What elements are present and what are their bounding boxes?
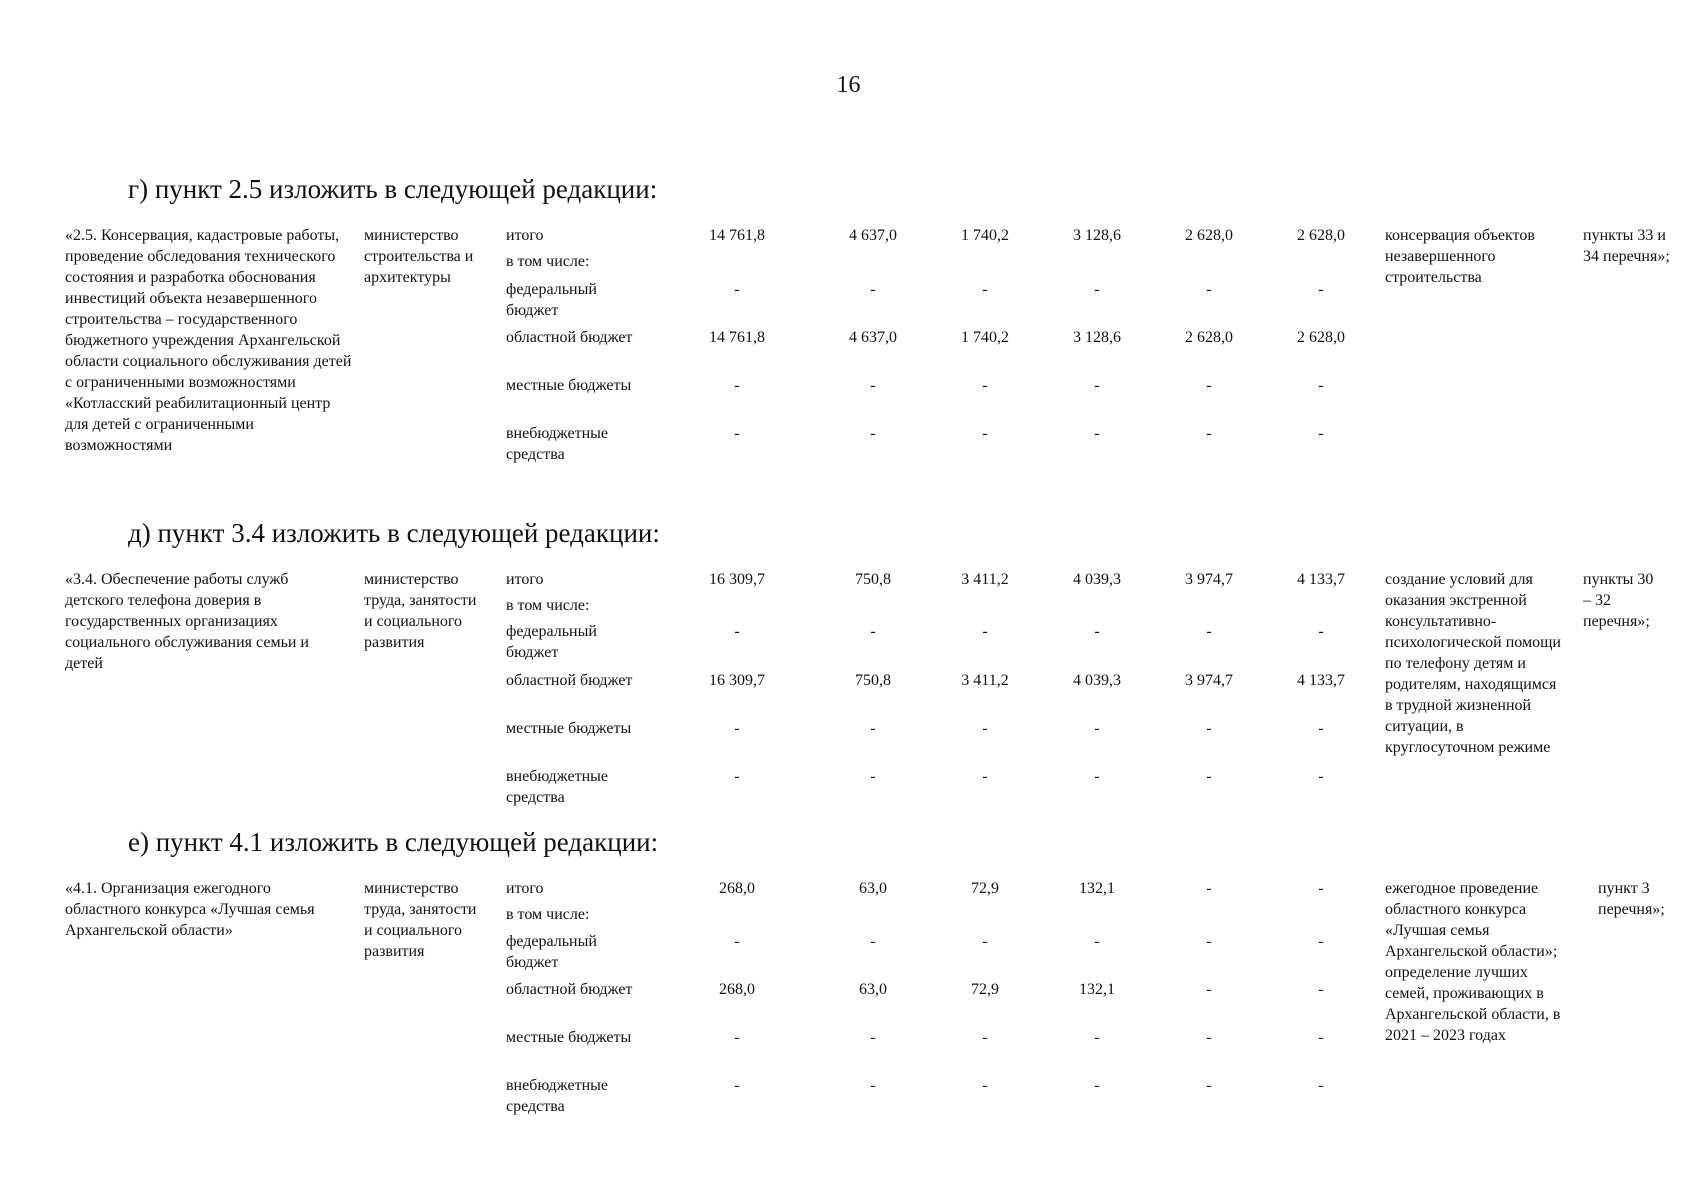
funding-2020: - — [870, 377, 876, 394]
funding-2024: 2 628,0 — [1297, 329, 1345, 346]
funding-2023: - — [1206, 377, 1212, 394]
funding-2023: - — [1206, 281, 1212, 298]
funding-2022: 4 039,3 — [1073, 672, 1121, 689]
funding-2020: - — [870, 1077, 876, 1094]
funding-label: областной бюджет — [506, 329, 633, 346]
funding-2023: 2 628,0 — [1185, 227, 1233, 244]
funding-2024: 4 133,7 — [1297, 672, 1345, 689]
funding-2022: - — [1094, 933, 1100, 950]
funding-total: - — [734, 1029, 740, 1046]
funding-2024: - — [1318, 1077, 1324, 1094]
funding-2021: 3 411,2 — [961, 672, 1009, 689]
funding-2021: - — [982, 720, 988, 737]
funding-2022: - — [1094, 425, 1100, 442]
funding-2021: 72,9 — [971, 880, 999, 897]
funding-label: областной бюджет — [506, 981, 633, 998]
page-number: 16 — [836, 72, 861, 98]
funding-label: итого — [506, 571, 544, 588]
funding-2023: - — [1206, 933, 1212, 950]
funding-2024: - — [1318, 768, 1324, 785]
list-reference: пункт 3 перечня»; — [1598, 880, 1665, 918]
funding-label: в том числе: — [506, 597, 590, 614]
funding-label: в том числе: — [506, 906, 590, 923]
funding-2024: - — [1318, 933, 1324, 950]
section-heading: е) пункт 4.1 изложить в следующей редакции: — [128, 827, 659, 857]
funding-2022: - — [1094, 623, 1100, 640]
funding-total: - — [734, 623, 740, 640]
funding-2023: - — [1206, 720, 1212, 737]
funding-2020: 63,0 — [859, 981, 887, 998]
funding-2023: - — [1206, 880, 1212, 897]
funding-2023: - — [1206, 425, 1212, 442]
funding-2020: - — [870, 933, 876, 950]
funding-total: - — [734, 720, 740, 737]
funding-2020: 4 637,0 — [849, 227, 897, 244]
measure-description: «2.5. Консервация, кадастровые работы, проведение обследования технического состояния и разработка обоснования инвестиций объекта незавершенного строительства – государственного бюджетного учреждения Архангельской области социального обслуживания детей с ограниченными возможностями «Котласский реабилитационный центр для детей с ограниченными возможностями — [65, 227, 352, 454]
funding-label: итого — [506, 880, 544, 897]
expected-result: консервация объектов незавершенного строительства — [1385, 227, 1535, 286]
funding-2021: - — [982, 768, 988, 785]
funding-2022: - — [1094, 377, 1100, 394]
funding-2024: - — [1318, 981, 1324, 998]
funding-2020: - — [870, 720, 876, 737]
funding-2022: - — [1094, 768, 1100, 785]
section-heading: г) пункт 2.5 изложить в следующей редакции: — [128, 174, 658, 204]
funding-2022: - — [1094, 720, 1100, 737]
funding-2020: 750,8 — [855, 672, 891, 689]
funding-2021: 3 411,2 — [961, 571, 1009, 588]
responsible-executor: министерство труда, занятости и социального развития — [364, 571, 477, 651]
funding-label: областной бюджет — [506, 672, 633, 689]
funding-2022: 132,1 — [1079, 981, 1115, 998]
funding-2020: 750,8 — [855, 571, 891, 588]
funding-2023: - — [1206, 768, 1212, 785]
funding-2024: - — [1318, 281, 1324, 298]
funding-2020: 63,0 — [859, 880, 887, 897]
funding-label: в том числе: — [506, 253, 590, 270]
funding-label: местные бюджеты — [506, 377, 632, 394]
expected-result: создание условий для оказания экстренной консультативно-психологической помощи по телефону детям и родителям, находящимся в трудной жизненной ситуации, в круглосуточном режиме — [1385, 571, 1561, 756]
funding-2021: - — [982, 933, 988, 950]
funding-total: - — [734, 768, 740, 785]
funding-2022: - — [1094, 1029, 1100, 1046]
funding-2021: - — [982, 623, 988, 640]
responsible-executor: министерство труда, занятости и социального развития — [364, 880, 477, 960]
funding-total: - — [734, 281, 740, 298]
funding-2023: - — [1206, 1077, 1212, 1094]
funding-label: федеральный бюджет — [506, 281, 597, 319]
funding-2024: 2 628,0 — [1297, 227, 1345, 244]
funding-2020: - — [870, 768, 876, 785]
funding-2024: - — [1318, 623, 1324, 640]
funding-2024: - — [1318, 1029, 1324, 1046]
funding-2023: - — [1206, 1029, 1212, 1046]
funding-2022: 4 039,3 — [1073, 571, 1121, 588]
measure-description: «4.1. Организация ежегодного областного конкурса «Лучшая семья Архангельской области» — [65, 880, 315, 939]
funding-2021: 72,9 — [971, 981, 999, 998]
responsible-executor: министерство строительства и архитектуры — [364, 227, 474, 286]
funding-total: - — [734, 933, 740, 950]
funding-total: 268,0 — [719, 981, 755, 998]
funding-total: - — [734, 377, 740, 394]
funding-2021: 1 740,2 — [961, 227, 1009, 244]
funding-2021: - — [982, 377, 988, 394]
funding-2022: 132,1 — [1079, 880, 1115, 897]
expected-result: ежегодное проведение областного конкурса «Лучшая семья Архангельской области»; определение лучших семей, проживающих в Архангельской области, в 2021 – 2023 годах — [1385, 880, 1561, 1044]
funding-2022: 3 128,6 — [1073, 227, 1121, 244]
funding-2024: - — [1318, 425, 1324, 442]
section-heading: д) пункт 3.4 изложить в следующей редакции: — [128, 518, 660, 548]
funding-2024: - — [1318, 377, 1324, 394]
funding-label: федеральный бюджет — [506, 623, 597, 661]
funding-2020: - — [870, 425, 876, 442]
funding-total: 16 309,7 — [709, 672, 765, 689]
funding-2020: - — [870, 281, 876, 298]
funding-2022: 3 128,6 — [1073, 329, 1121, 346]
list-reference: пункты 33 и 34 перечня»; — [1583, 227, 1670, 265]
funding-2024: 4 133,7 — [1297, 571, 1345, 588]
funding-2022: - — [1094, 1077, 1100, 1094]
funding-2020: - — [870, 1029, 876, 1046]
funding-2022: - — [1094, 281, 1100, 298]
funding-2023: - — [1206, 981, 1212, 998]
funding-label: итого — [506, 227, 544, 244]
funding-label: внебюджетные средства — [506, 768, 608, 806]
funding-2021: - — [982, 281, 988, 298]
funding-2024: - — [1318, 720, 1324, 737]
funding-2020: - — [870, 623, 876, 640]
funding-total: 268,0 — [719, 880, 755, 897]
measure-description: «3.4. Обеспечение работы служб детского телефона доверия в государственных организациях социального обслуживания семьи и детей — [65, 571, 309, 672]
funding-total: 14 761,8 — [709, 329, 765, 346]
funding-label: федеральный бюджет — [506, 933, 597, 971]
funding-2021: - — [982, 425, 988, 442]
funding-total: - — [734, 1077, 740, 1094]
list-reference: пункты 30 – 32 перечня»; — [1583, 571, 1654, 630]
funding-2021: - — [982, 1077, 988, 1094]
funding-2023: - — [1206, 623, 1212, 640]
funding-2023: 2 628,0 — [1185, 329, 1233, 346]
funding-label: местные бюджеты — [506, 1029, 632, 1046]
funding-total: - — [734, 425, 740, 442]
funding-2021: - — [982, 1029, 988, 1046]
funding-2021: 1 740,2 — [961, 329, 1009, 346]
funding-total: 16 309,7 — [709, 571, 765, 588]
funding-label: местные бюджеты — [506, 720, 632, 737]
funding-label: внебюджетные средства — [506, 1077, 608, 1115]
funding-2023: 3 974,7 — [1185, 672, 1233, 689]
funding-2023: 3 974,7 — [1185, 571, 1233, 588]
funding-total: 14 761,8 — [709, 227, 765, 244]
funding-label: внебюджетные средства — [506, 425, 608, 463]
funding-2024: - — [1318, 880, 1324, 897]
funding-2020: 4 637,0 — [849, 329, 897, 346]
